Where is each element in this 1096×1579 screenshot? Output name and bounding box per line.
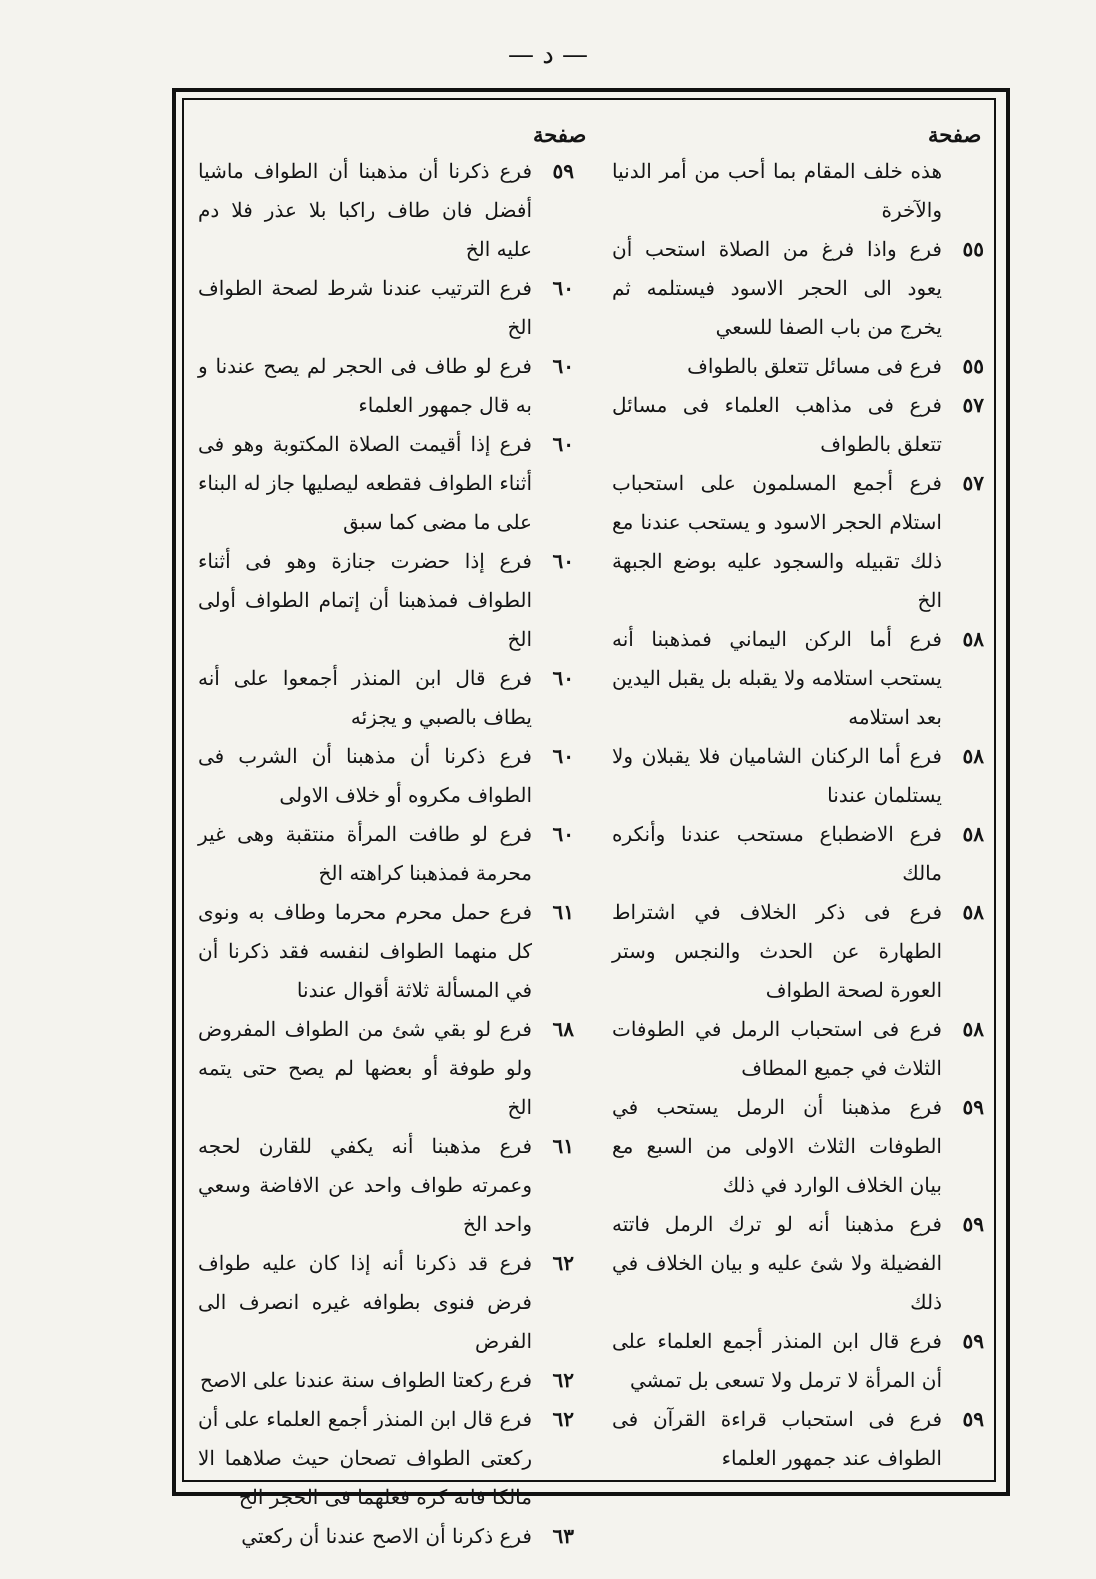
index-entry (198, 542, 574, 659)
index-entry (612, 1010, 984, 1088)
entry-text: فرع فى استحباب قراءة القرآن فى الطواف عند جمهور العلماء (612, 1407, 942, 1470)
index-entry (612, 386, 984, 464)
entry-page-number: ٦٢ (552, 1368, 574, 1392)
entry-page-number: ٦٨ (552, 1017, 574, 1041)
entry-page-number: ٦١ (552, 900, 574, 924)
index-entry (612, 347, 984, 386)
entry-text: فرع ركعتا الطواف سنة عندنا على الاصح (199, 1368, 532, 1392)
index-entry (612, 815, 984, 893)
index-entry (198, 1244, 574, 1361)
entry-page-number: ٥٩ (552, 159, 574, 183)
entry-text: فرع فى مسائل تتعلق بالطواف (687, 354, 942, 378)
entry-text: فرع واذا فرغ من الصلاة استحب أن يعود الى الحجر الاسود فيستلمه ثم يخرج من باب الصفا للسعي (612, 237, 942, 339)
entry-page-number: ٥٧ (962, 393, 984, 417)
entry-text: فرع ذكرنا أن مذهبنا أن الشرب فى الطواف مكروه أو خلاف الاولى (198, 744, 532, 807)
index-entry (198, 269, 574, 347)
index-entry (198, 347, 574, 425)
left-column (198, 152, 574, 1548)
entry-text: فرع لو بقي شئ من الطواف المفروض ولو طوفة أو بعضها لم يصح حتى يتمه الخ (198, 1017, 532, 1119)
entry-page-number: ٥٨ (962, 744, 984, 768)
index-entry (198, 893, 574, 1010)
index-entry (198, 152, 574, 269)
entry-page-number: ٥٨ (962, 900, 984, 924)
entry-text: فرع أجمع المسلمون على استحباب استلام الحجر الاسود و يستحب عندنا مع ذلك تقبيله والسجود عليه بوضع الجبهة الخ (612, 471, 942, 612)
index-entry (612, 893, 984, 1010)
entry-text: فرع ذكرنا أن مذهبنا أن الطواف ماشيا أفضل فان طاف راكبا بلا عذر فلا دم عليه الخ (198, 159, 532, 261)
entry-page-number: ٦٠ (552, 549, 574, 573)
entry-page-number: ٦٢ (552, 1407, 574, 1431)
entry-page-number: ٦٠ (552, 354, 574, 378)
entry-page-number: ٥٥ (962, 354, 984, 378)
entry-page-number: ٥٩ (962, 1095, 984, 1119)
entry-text: فرع مذهبنا أنه يكفي للقارن لحجه وعمرته طواف واحد عن الافاضة وسعي واحد الخ (198, 1134, 532, 1236)
entry-text: فرع مذهبنا أنه لو ترك الرمل فاتته الفضيلة ولا شئ عليه و بيان الخلاف في ذلك (612, 1212, 942, 1314)
index-entry (198, 1517, 574, 1556)
index-entry (198, 737, 574, 815)
entry-text: فرع قال ابن المنذر أجمع العلماء على أن ركعتى الطواف تصحان حيث صلاهما الا مالكا فانه كره فعلهما فى الحجر الخ (198, 1407, 532, 1509)
entry-page-number: ٦٠ (552, 666, 574, 690)
index-entry (198, 1361, 574, 1400)
entry-text: فرع لو طافت المرأة منتقبة وهى غير محرمة فمذهبنا كراهته الخ (198, 822, 532, 885)
entry-text: فرع أما الركنان الشاميان فلا يقبلان ولا يستلمان عندنا (612, 744, 942, 807)
entry-text: فرع قال ابن المنذر أجمع العلماء على أن المرأة لا ترمل ولا تسعى بل تمشي (612, 1329, 942, 1392)
entry-page-number: ٥٨ (962, 627, 984, 651)
index-entry (612, 1322, 984, 1400)
index-entry (612, 230, 984, 347)
index-entry (612, 620, 984, 737)
entry-page-number: ٦٣ (552, 1524, 574, 1548)
page-marker: — د — (507, 40, 589, 70)
index-entry (198, 1400, 574, 1517)
entry-text: فرع الاضطباع مستحب عندنا وأنكره مالك (612, 822, 942, 885)
entry-text: فرع لو طاف فى الحجر لم يصح عندنا و به قال جمهور العلماء (198, 354, 532, 417)
entry-page-number: ٥٩ (962, 1407, 984, 1431)
index-entry (612, 1205, 984, 1322)
index-entry (198, 659, 574, 737)
index-entry (198, 1127, 574, 1244)
entry-text: فرع مذهبنا أن الرمل يستحب في الطوفات الثلاث الاولى من السبع مع بيان الخلاف الوارد في ذلك (612, 1095, 942, 1197)
left-column-heading: صفحة (533, 122, 587, 147)
index-entry (198, 815, 574, 893)
entry-text: فرع حمل محرم محرما وطاف به ونوى كل منهما الطواف لنفسه فقد ذكرنا أن في المسألة ثلاثة أقوال عندنا (198, 900, 532, 1002)
entry-page-number: ٥٩ (962, 1329, 984, 1353)
index-entry (612, 1400, 984, 1478)
entry-text: فرع فى مذاهب العلماء فى مسائل تتعلق بالطواف (612, 393, 942, 456)
entry-text: فرع فى ذكر الخلاف في اشتراط الطهارة عن الحدث والنجس وستر العورة لصحة الطواف (612, 900, 942, 1002)
entry-page-number: ٦٠ (552, 822, 574, 846)
entry-text: فرع إذا حضرت جنازة وهو فى أثناء الطواف فمذهبنا أن إتمام الطواف أولى الخ (198, 549, 532, 651)
entry-page-number: ٦٠ (552, 432, 574, 456)
entry-text: فرع إذا أقيمت الصلاة المكتوبة وهو فى أثناء الطواف فقطعه ليصليها جاز له البناء على ما مضى كما سبق (198, 432, 532, 534)
index-entry (612, 1088, 984, 1205)
index-entry (198, 1010, 574, 1127)
right-column (612, 152, 984, 1470)
entry-text: هذه خلف المقام بما أحب من أمر الدنيا والآخرة (612, 159, 942, 222)
entry-text: فرع ذكرنا أن الاصح عندنا أن ركعتي (241, 1524, 532, 1548)
entry-text: فرع فى استحباب الرمل في الطوفات الثلاث في جميع المطاف (612, 1017, 942, 1080)
entry-text: فرع الترتيب عندنا شرط لصحة الطواف الخ (198, 276, 532, 339)
entry-page-number: ٥٧ (962, 471, 984, 495)
entry-page-number: ٦٢ (552, 1251, 574, 1275)
entry-page-number: ٥٥ (962, 237, 984, 261)
entry-text: فرع أما الركن اليماني فمذهبنا أنه يستحب استلامه ولا يقبله بل يقبل اليدين بعد استلامه (612, 627, 942, 729)
right-column-heading: صفحة (928, 122, 982, 147)
entry-page-number: ٥٩ (962, 1212, 984, 1236)
index-entry (198, 425, 574, 542)
entry-page-number: ٦١ (552, 1134, 574, 1158)
index-entry (612, 464, 984, 620)
entry-text: فرع قال ابن المنذر أجمعوا على أنه يطاف بالصبي و يجزئه (198, 666, 532, 729)
entry-page-number: ٥٨ (962, 822, 984, 846)
index-entry (612, 152, 984, 230)
entry-page-number: ٦٠ (552, 744, 574, 768)
entry-text: فرع قد ذكرنا أنه إذا كان عليه طواف فرض فنوى بطوافه غيره انصرف الى الفرض (198, 1251, 532, 1353)
index-entry (612, 737, 984, 815)
entry-page-number: ٥٨ (962, 1017, 984, 1041)
entry-page-number: ٦٠ (552, 276, 574, 300)
